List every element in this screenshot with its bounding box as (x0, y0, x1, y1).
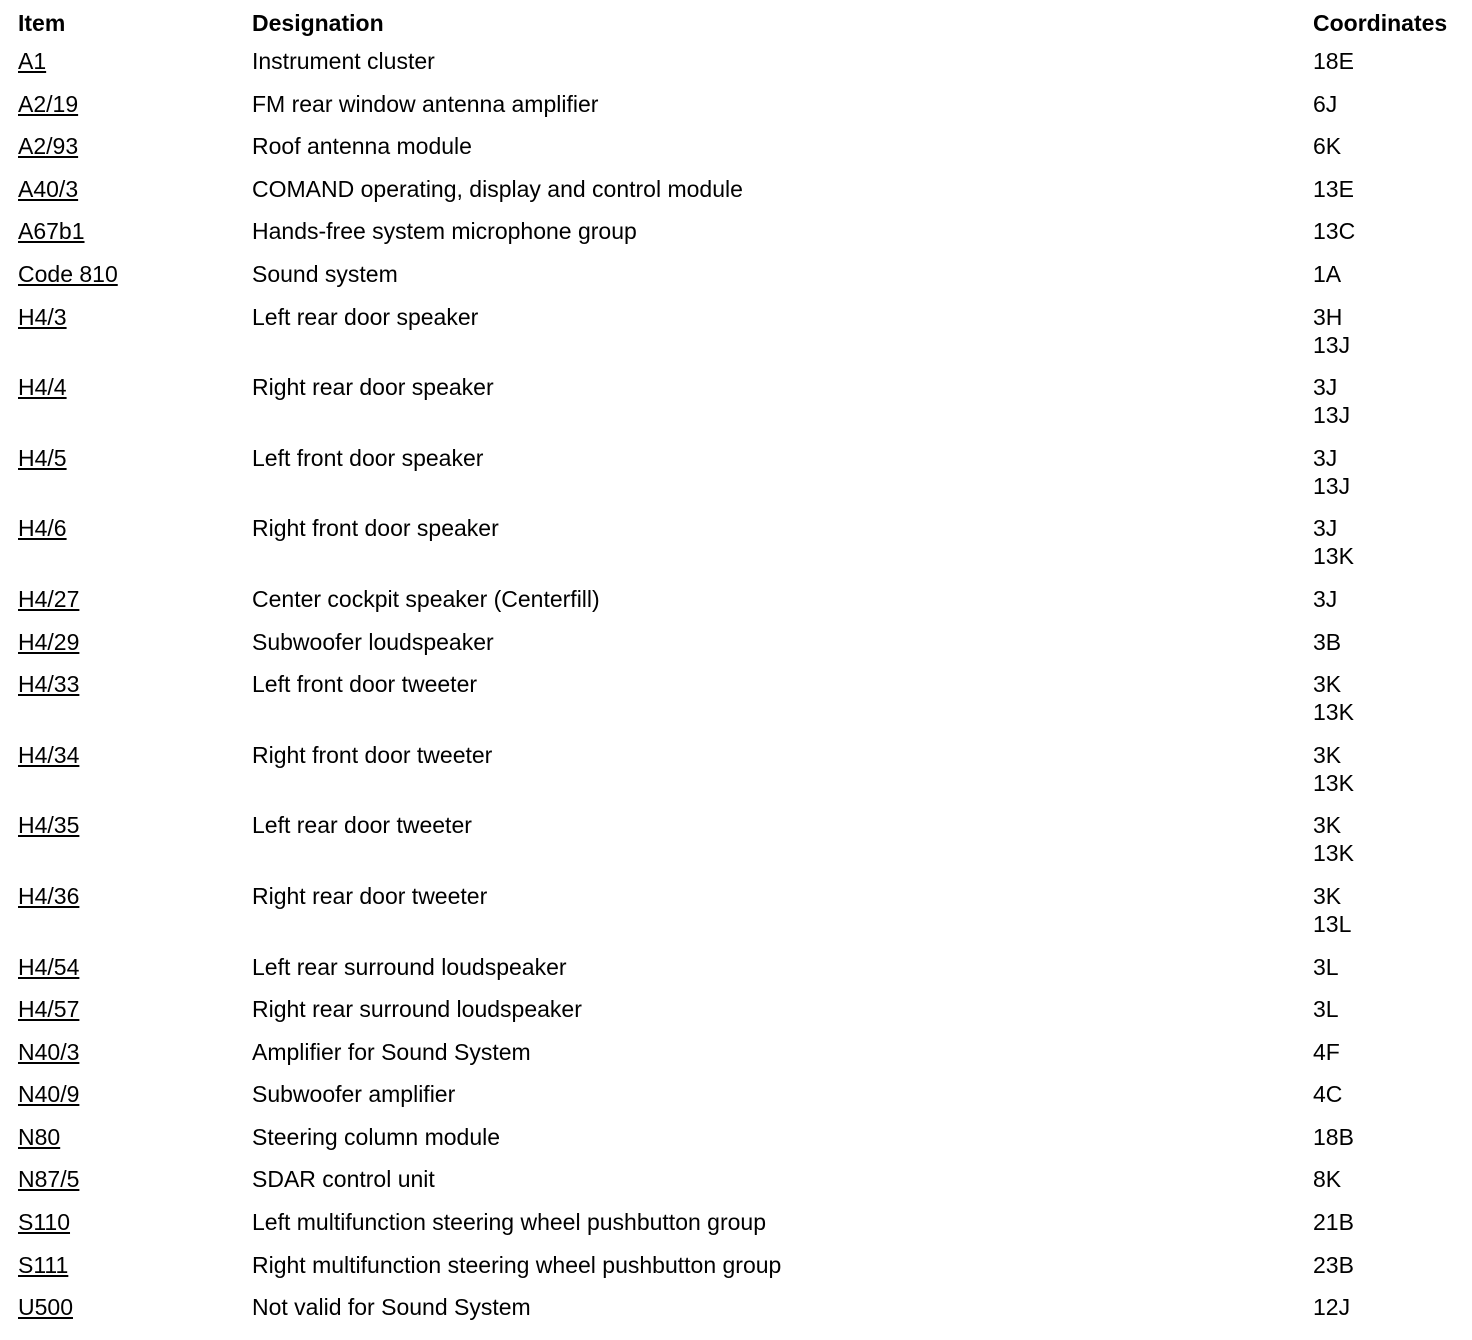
coordinates-text: 21B (1313, 1209, 1354, 1236)
designation-text: Right front door tweeter (252, 741, 493, 768)
header-item: Item (18, 10, 66, 36)
table-row (18, 1293, 1464, 1336)
table-row (18, 882, 1464, 953)
item-link[interactable]: H4/35 (18, 812, 80, 839)
item-link[interactable]: N87/5 (18, 1166, 80, 1193)
designation-text: FM rear window antenna amplifier (252, 90, 599, 117)
coordinates-text: 8K (1313, 1166, 1342, 1193)
table-row (18, 741, 1464, 812)
designation-text: Amplifier for Sound System (252, 1038, 531, 1065)
item-link[interactable]: A2/93 (18, 133, 79, 160)
item-link[interactable]: U500 (18, 1294, 73, 1321)
table-row (18, 670, 1464, 741)
table-row (18, 373, 1464, 444)
table-row (18, 47, 1464, 90)
table-row (18, 1080, 1464, 1123)
designation-text: Left rear door tweeter (252, 812, 472, 839)
table-row (18, 514, 1464, 585)
item-link[interactable]: H4/33 (18, 671, 80, 698)
coordinates-text: 13E (1313, 175, 1354, 202)
table-row (18, 995, 1464, 1038)
item-link[interactable]: A67b1 (18, 218, 85, 245)
item-link[interactable]: H4/34 (18, 741, 80, 768)
coordinates-text: 6J (1313, 90, 1338, 117)
table-row (18, 90, 1464, 133)
table-header (18, 0, 1464, 47)
table-row (18, 1038, 1464, 1081)
designation-text: Left rear surround loudspeaker (252, 953, 567, 980)
item-link[interactable]: A1 (18, 48, 47, 74)
item-link[interactable]: H4/27 (18, 585, 80, 612)
coordinates-text: 3K 13L (1313, 882, 1352, 937)
table-row (18, 811, 1464, 882)
designation-text: Instrument cluster (252, 48, 435, 74)
table-row (18, 217, 1464, 260)
item-link[interactable]: H4/54 (18, 953, 80, 980)
coordinates-text: 3J 13J (1313, 374, 1351, 429)
item-link[interactable]: N40/9 (18, 1081, 80, 1108)
table-row (18, 132, 1464, 175)
table-row (18, 1123, 1464, 1166)
coordinates-text: 3L (1313, 953, 1339, 980)
coordinates-text: 3H 13J (1313, 303, 1351, 358)
table-row (18, 175, 1464, 218)
designation-text: Steering column module (252, 1123, 501, 1150)
coordinates-text: 3J 13K (1313, 515, 1354, 570)
designation-text: Subwoofer loudspeaker (252, 628, 494, 655)
table-row (18, 444, 1464, 515)
table-row (18, 260, 1464, 303)
table-body (18, 47, 1464, 1336)
designation-text: Left front door speaker (252, 444, 484, 471)
designation-text: Left front door tweeter (252, 671, 478, 698)
designation-text: Right front door speaker (252, 515, 499, 542)
coordinates-text: 4F (1313, 1038, 1340, 1065)
designation-text: Right rear surround loudspeaker (252, 996, 582, 1023)
coordinates-text: 3K 13K (1313, 741, 1354, 796)
designation-text: Subwoofer amplifier (252, 1081, 456, 1108)
designation-text: Sound system (252, 260, 398, 287)
designation-text: Right rear door tweeter (252, 882, 488, 909)
table-row (18, 628, 1464, 671)
designation-text: Left multifunction steering wheel pushbutton group (252, 1209, 766, 1236)
designation-text: Right multifunction steering wheel pushbutton group (252, 1251, 782, 1278)
designation-text: Hands-free system microphone group (252, 218, 637, 245)
designation-text: SDAR control unit (252, 1166, 435, 1193)
item-link[interactable]: S111 (18, 1251, 69, 1278)
designation-text: Roof antenna module (252, 133, 472, 160)
coordinates-text: 18E (1313, 48, 1354, 74)
item-link[interactable]: H4/3 (18, 303, 67, 330)
designation-text: Left rear door speaker (252, 303, 479, 330)
item-link[interactable]: H4/4 (18, 374, 67, 401)
table-row (18, 303, 1464, 374)
item-link[interactable]: N80 (18, 1123, 61, 1150)
coordinates-text: 3K 13K (1313, 671, 1354, 726)
coordinates-text: 1A (1313, 260, 1342, 287)
coordinates-text: 3K 13K (1313, 812, 1354, 867)
item-link[interactable]: S110 (18, 1209, 71, 1236)
designation-text: Right rear door speaker (252, 374, 494, 401)
table-row (18, 585, 1464, 628)
item-link[interactable]: H4/57 (18, 996, 80, 1023)
coordinates-text: 23B (1313, 1251, 1354, 1278)
coordinates-text: 6K (1313, 133, 1342, 160)
designation-text: COMAND operating, display and control module (252, 175, 743, 202)
item-link[interactable]: N40/3 (18, 1038, 80, 1065)
coordinates-text: 3L (1313, 996, 1339, 1023)
item-link[interactable]: H4/36 (18, 882, 80, 909)
header-coordinates: Coordinates (1313, 10, 1448, 36)
coordinates-text: 3J 13J (1313, 444, 1351, 499)
item-link[interactable]: Code 810 (18, 260, 118, 287)
coordinates-text: 18B (1313, 1123, 1354, 1150)
coordinates-text: 3J (1313, 585, 1338, 612)
coordinates-text: 13C (1313, 218, 1356, 245)
item-link[interactable]: A2/19 (18, 90, 79, 117)
coordinates-text: 3B (1313, 628, 1342, 655)
table-row (18, 1165, 1464, 1208)
table-row (18, 1251, 1464, 1294)
component-legend-table (18, 0, 1464, 1336)
coordinates-text: 4C (1313, 1081, 1343, 1108)
coordinates-text: 12J (1313, 1294, 1351, 1321)
designation-text: Not valid for Sound System (252, 1294, 531, 1321)
designation-text: Center cockpit speaker (Centerfill) (252, 585, 600, 612)
header-designation: Designation (252, 10, 384, 36)
table-row (18, 953, 1464, 996)
item-link[interactable]: H4/6 (18, 515, 67, 542)
table-row (18, 1208, 1464, 1251)
item-link[interactable]: H4/29 (18, 628, 80, 655)
item-link[interactable]: A40/3 (18, 175, 79, 202)
item-link[interactable]: H4/5 (18, 444, 67, 471)
